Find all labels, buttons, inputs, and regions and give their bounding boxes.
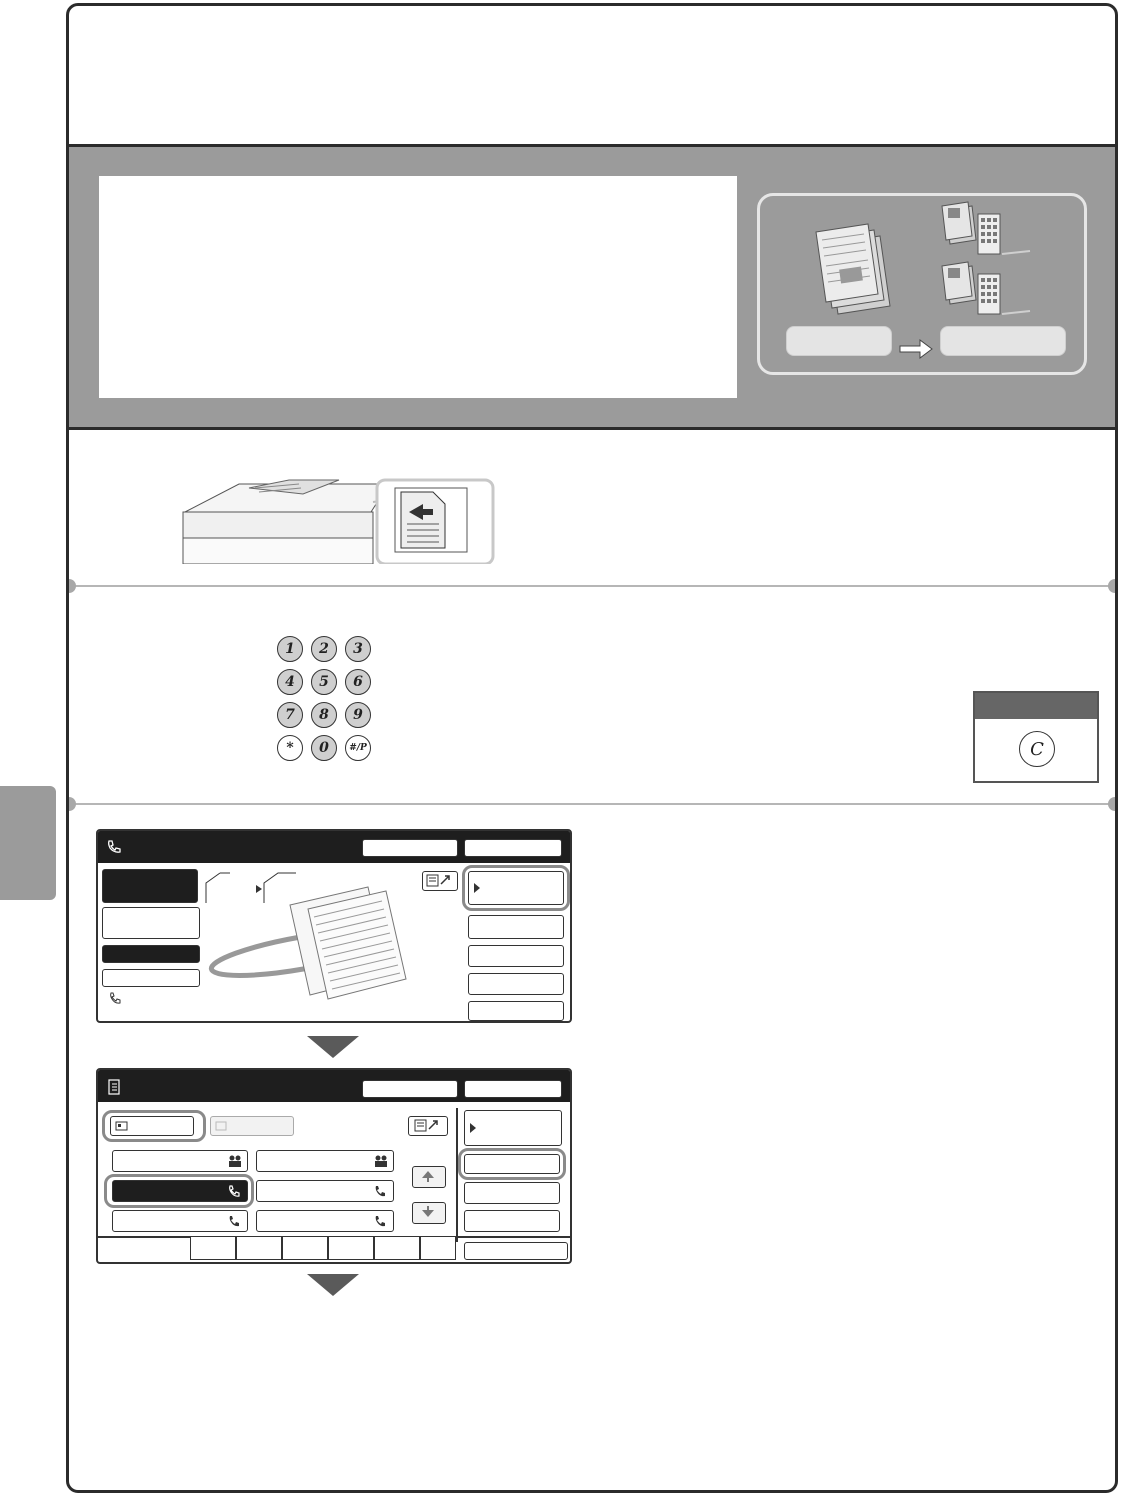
index-tab-6[interactable]	[420, 1236, 456, 1260]
key-9[interactable]: 9	[345, 702, 371, 728]
clear-key-panel-header	[975, 693, 1097, 719]
panel-divider	[456, 1108, 458, 1242]
key-2[interactable]: 2	[311, 636, 337, 662]
top-button-1[interactable]	[362, 839, 458, 857]
setting-button[interactable]	[102, 969, 200, 987]
preview-icon	[423, 872, 455, 888]
highlight-to-button	[458, 1148, 566, 1180]
key-6[interactable]: 6	[345, 669, 371, 695]
key-1[interactable]: 1	[277, 636, 303, 662]
side-button-2[interactable]	[468, 945, 564, 967]
divider-dot-left-2	[66, 797, 76, 811]
page-frame	[66, 3, 1118, 1493]
header-area	[69, 6, 1115, 144]
key-4[interactable]: 4	[277, 669, 303, 695]
arrow-up-icon	[413, 1167, 443, 1185]
phone-icon-3	[227, 1214, 243, 1228]
phone-icon-4	[373, 1214, 389, 1228]
key-3[interactable]: 3	[345, 636, 371, 662]
clear-key[interactable]: C	[1019, 731, 1055, 767]
destination-building-icon-2	[942, 262, 1030, 314]
group-tab[interactable]	[210, 1116, 294, 1136]
divider-dot-left	[66, 579, 76, 593]
index-tab-3[interactable]	[282, 1236, 328, 1260]
top-button-2[interactable]	[464, 839, 562, 857]
triangle-right-icon-2	[469, 1122, 479, 1134]
arrow-down-icon	[413, 1203, 443, 1221]
cc-button[interactable]	[464, 1182, 560, 1204]
document-feeder-illustration	[179, 472, 499, 564]
group-people-icon-2	[373, 1154, 389, 1168]
fax-base-screen	[96, 829, 572, 1023]
key-5[interactable]: 5	[311, 669, 337, 695]
index-tab-4[interactable]	[328, 1236, 374, 1260]
top-button-4[interactable]	[464, 1080, 562, 1098]
original-document-graphic	[202, 865, 432, 1015]
bottom-button[interactable]	[464, 1242, 568, 1260]
index-tab-5[interactable]	[374, 1236, 420, 1260]
top-button-3[interactable]	[362, 1080, 458, 1098]
key-asterisk[interactable]: *	[277, 735, 303, 761]
broadcast-illustration	[757, 193, 1087, 375]
address-entry-group-2[interactable]	[256, 1150, 394, 1172]
key-8[interactable]: 8	[311, 702, 337, 728]
key-7[interactable]: 7	[277, 702, 303, 728]
group-icon	[215, 1120, 229, 1132]
divider-dot-right-2	[1108, 797, 1118, 811]
preview-icon-button[interactable]	[422, 871, 458, 891]
handset-icon	[108, 991, 124, 1005]
intro-text-box	[99, 176, 737, 398]
side-button-4[interactable]	[468, 1001, 564, 1021]
detail-button[interactable]	[464, 1110, 562, 1146]
step-arrow-down	[307, 1036, 359, 1058]
mode-button-active[interactable]	[102, 869, 198, 903]
chapter-tab	[0, 786, 56, 900]
highlight-address-type	[102, 1110, 206, 1142]
divider-2	[69, 803, 1115, 805]
highlight-address-book	[462, 865, 570, 911]
bcc-button[interactable]	[464, 1210, 560, 1232]
preview-icon-2	[409, 1117, 445, 1133]
scroll-up-button[interactable]	[412, 1166, 446, 1188]
address-entry-4[interactable]	[256, 1210, 394, 1232]
key-0[interactable]: 0	[311, 735, 337, 761]
highlight-selected-address	[104, 1174, 254, 1208]
preview-icon-button-2[interactable]	[408, 1116, 448, 1136]
clear-key-panel	[973, 691, 1099, 783]
divider-1	[69, 585, 1115, 587]
address-book-icon	[106, 1078, 122, 1096]
destinations-label-pill	[940, 326, 1066, 356]
mode-button[interactable]	[102, 907, 200, 939]
index-tab-2[interactable]	[236, 1236, 282, 1260]
setting-button-dark[interactable]	[102, 945, 200, 963]
address-entry-2[interactable]	[256, 1180, 394, 1202]
phone-icon-2	[373, 1184, 389, 1198]
scroll-down-button[interactable]	[412, 1202, 446, 1224]
address-book-screen	[96, 1068, 572, 1264]
phone-icon	[106, 839, 122, 855]
step-arrow-down-2	[307, 1274, 359, 1296]
arrow-right-icon	[900, 340, 932, 358]
address-entry-group-1[interactable]	[112, 1150, 248, 1172]
key-hash-pause[interactable]: #/P	[345, 735, 371, 761]
intro-band	[69, 144, 1115, 430]
side-button-3[interactable]	[468, 973, 564, 995]
divider-dot-right	[1108, 579, 1118, 593]
index-tab-1[interactable]	[190, 1236, 236, 1260]
originals-label-pill	[786, 326, 892, 356]
destination-building-icon	[942, 202, 1030, 254]
side-button-1[interactable]	[468, 915, 564, 939]
address-entry-3[interactable]	[112, 1210, 248, 1232]
group-people-icon	[227, 1154, 243, 1168]
